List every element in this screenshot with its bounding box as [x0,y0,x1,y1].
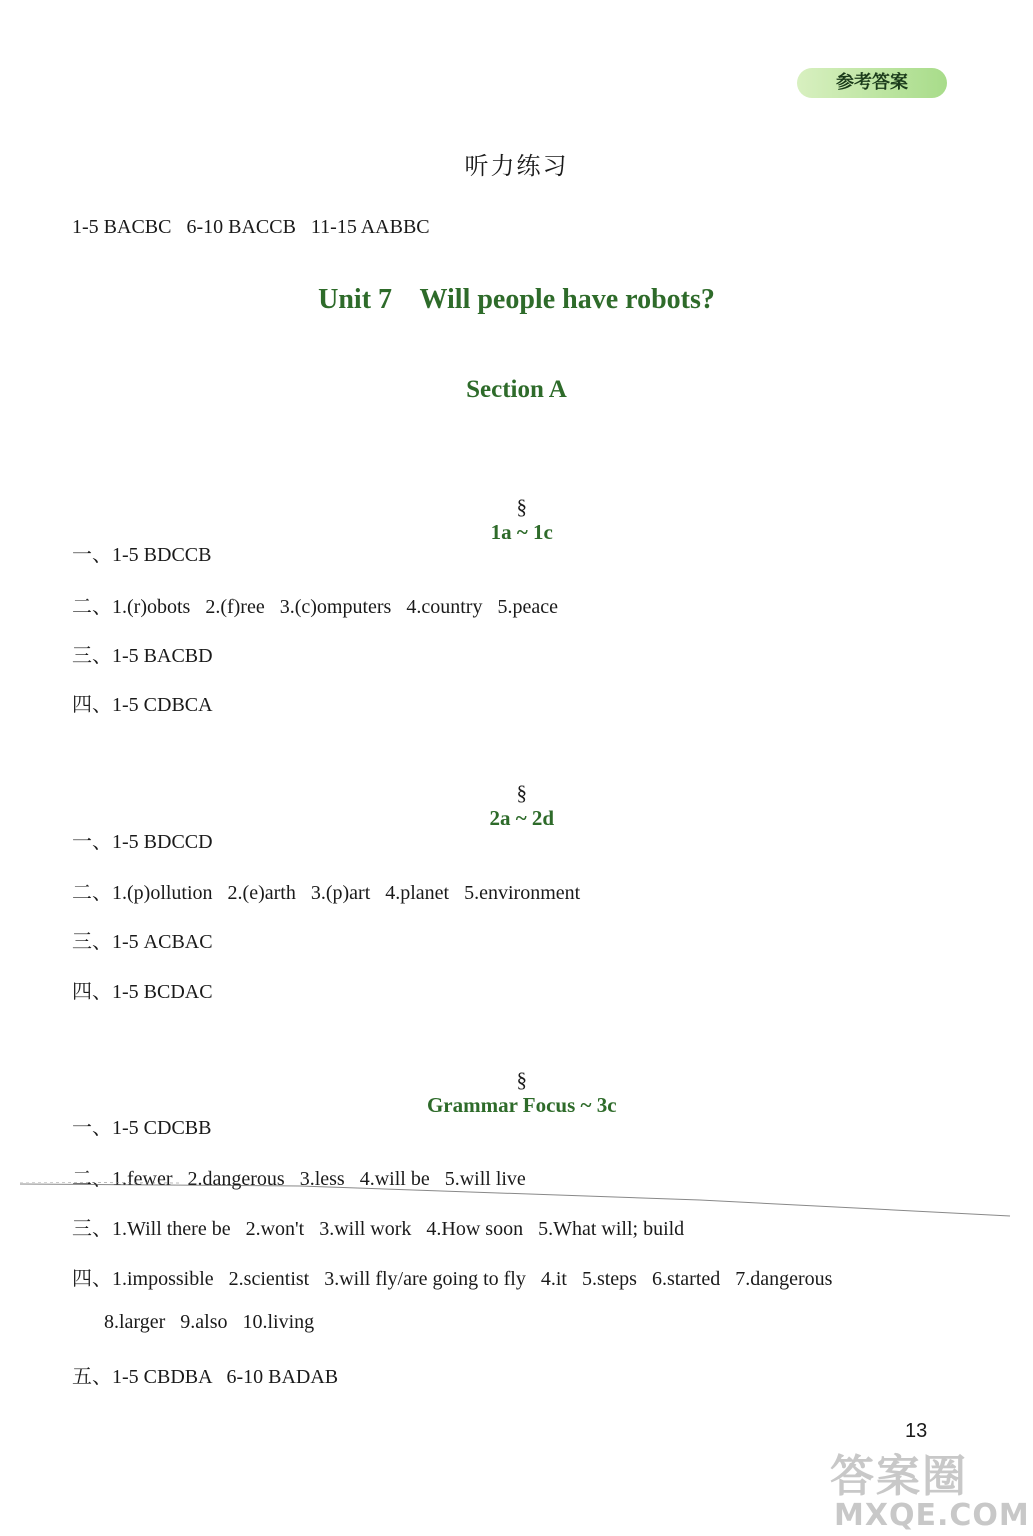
listening-title: 听力练习 [464,152,569,180]
subsection-heading-1a-1c [0,470,1033,545]
answer-line: 二、1.(r)obots 2.(f)ree 3.(c)omputers 4.country 5.peace [72,596,558,618]
answer-line: 三、1-5 ACBAC [72,931,213,953]
section-symbol: § [516,495,527,519]
answer-line: 四、1-5 BCDAC [72,981,213,1003]
answer-key-badge: 参考答案 [797,68,947,98]
answer-line: 一、1-5 BDCCB [72,544,212,566]
answer-line: 三、1.Will there be 2.won't 3.will work 4.How soon 5.What will; build [72,1218,685,1240]
page-number: 13 [905,1420,928,1442]
answer-line: 一、1-5 BDCCD [72,831,213,853]
listening-answers: 1-5 BACBC 6-10 BACCB 11-15 AABBC [72,216,430,238]
watermark-top: 答案圈 [830,1451,968,1502]
answer-line-continued: 8.larger 9.also 10.living [104,1311,315,1333]
answer-line: 一、1-5 CDCBB [72,1117,212,1139]
answer-line: 二、1.(p)ollution 2.(e)arth 3.(p)art 4.planet 5.environment [72,882,581,904]
page-fold-line [0,1182,1033,1222]
subsection-heading-grammar-focus [0,1043,1033,1118]
section-symbol: § [516,781,527,805]
watermark-bottom: MXQE.COM [834,1498,1030,1533]
answer-line: 五、1-5 CBDBA 6-10 BADAB [72,1366,339,1388]
answer-line: 四、1-5 CDBCA [72,694,213,716]
section-symbol: § [516,1068,527,1092]
subsection-heading-text: Grammar Focus ~ 3c [426,1093,617,1117]
section-title: Section A [466,376,567,403]
answer-line: 三、1-5 BACBD [72,645,213,667]
answer-line: 四、1.impossible 2.scientist 3.will fly/are going to fly 4.it 5.steps 6.started 7.dangerous [72,1268,833,1290]
subsection-heading-text: 2a ~ 2d [489,806,555,830]
watermark [830,1440,1030,1536]
subsection-heading-text: 1a ~ 1c [490,520,553,544]
unit-title: Unit 7 Will people have robots? [318,284,715,315]
subsection-heading-2a-2d [0,756,1033,831]
answer-line: 二、1.fewer 2.dangerous 3.less 4.will be 5.will live [72,1168,526,1190]
